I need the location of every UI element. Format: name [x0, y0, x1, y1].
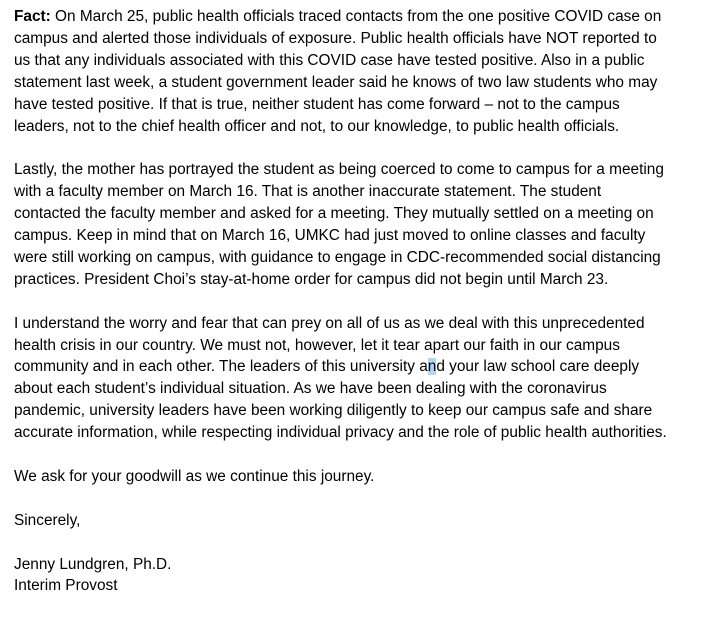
paragraph-fact-line-1-text: On March 25, public health officials traced contacts from the one positive COVID case on: [50, 8, 662, 25]
paragraph-understand-line-3[interactable]: [14, 356, 704, 378]
paragraph-fact-line-3: us that any individuals associated with this COVID case have tested positive. Also in a public: [14, 51, 645, 69]
paragraph-understand-line-2: health crisis in our country. We must not, however, let it tear apart our faith in our campus: [14, 336, 620, 354]
paragraph-lastly-line-2: with a faculty member on March 16. That is another inaccurate statement. The student: [14, 183, 602, 201]
text-selection-highlight[interactable]: n: [427, 358, 437, 376]
paragraph-lastly-line-1: Lastly, the mother has portrayed the student as being coerced to come to campus for a meeting: [14, 161, 664, 179]
closing-text: Sincerely,: [14, 511, 81, 529]
paragraph-lastly-line-3: contacted the faculty member and asked for a meeting. They mutually settled on a meeting on: [14, 205, 654, 223]
paragraph-fact: [14, 6, 704, 137]
paragraph-goodwill-text: We ask for your goodwill as we continue this journey.: [14, 467, 375, 485]
paragraph-lastly-line-6: practices. President Choi’s stay-at-home order for campus did not begin until March 23.: [14, 270, 609, 288]
paragraph-understand-line-1: I understand the worry and fear that can prey on all of us as we deal with this unprecedented: [14, 314, 645, 332]
paragraph-fact-line-4: statement last week, a student government leader said he knows of two law students who may: [14, 73, 658, 91]
paragraph-fact-line-2: campus and alerted those individuals of exposure. Public health officials have NOT reported to: [14, 29, 657, 47]
paragraph-fact-line-1: [14, 6, 704, 28]
closing: [14, 510, 704, 532]
paragraph-lastly-line-4: campus. Keep in mind that on March 16, UMKC had just moved to online classes and faculty: [14, 227, 646, 245]
paragraph-fact-line-6: leaders, not to the chief health officer and not, to our knowledge, to public health officials.: [14, 117, 620, 135]
signature-title: Interim Provost: [14, 577, 118, 595]
paragraph-lastly: [14, 159, 704, 290]
signature-block: [14, 554, 704, 598]
paragraph-understand-line-6: accurate information, while respecting individual privacy and the role of public health authorities.: [14, 424, 667, 442]
fact-label: Fact:: [14, 8, 51, 25]
paragraph-understand: [14, 313, 704, 444]
signature-name: Jenny Lundgren, Ph.D.: [14, 555, 172, 573]
paragraph-understand-line-4: about each student’s individual situation. As we have been dealing with the coronavirus: [14, 380, 607, 398]
line-3-text-after-selection: d your law school care deeply: [436, 358, 640, 376]
paragraph-fact-line-5: have tested positive. If that is true, neither student has come forward – not to the campus: [14, 95, 620, 113]
paragraph-understand-line-5: pandemic, university leaders have been working diligently to keep our campus safe and share: [14, 402, 653, 420]
paragraph-goodwill: [14, 466, 704, 488]
paragraph-lastly-line-5: were still working on campus, with guidance to engage in CDC-recommended social distancing: [14, 248, 661, 266]
line-3-text-before-selection: community and in each other. The leaders of this university a: [14, 358, 428, 376]
letter-document: [14, 6, 704, 619]
